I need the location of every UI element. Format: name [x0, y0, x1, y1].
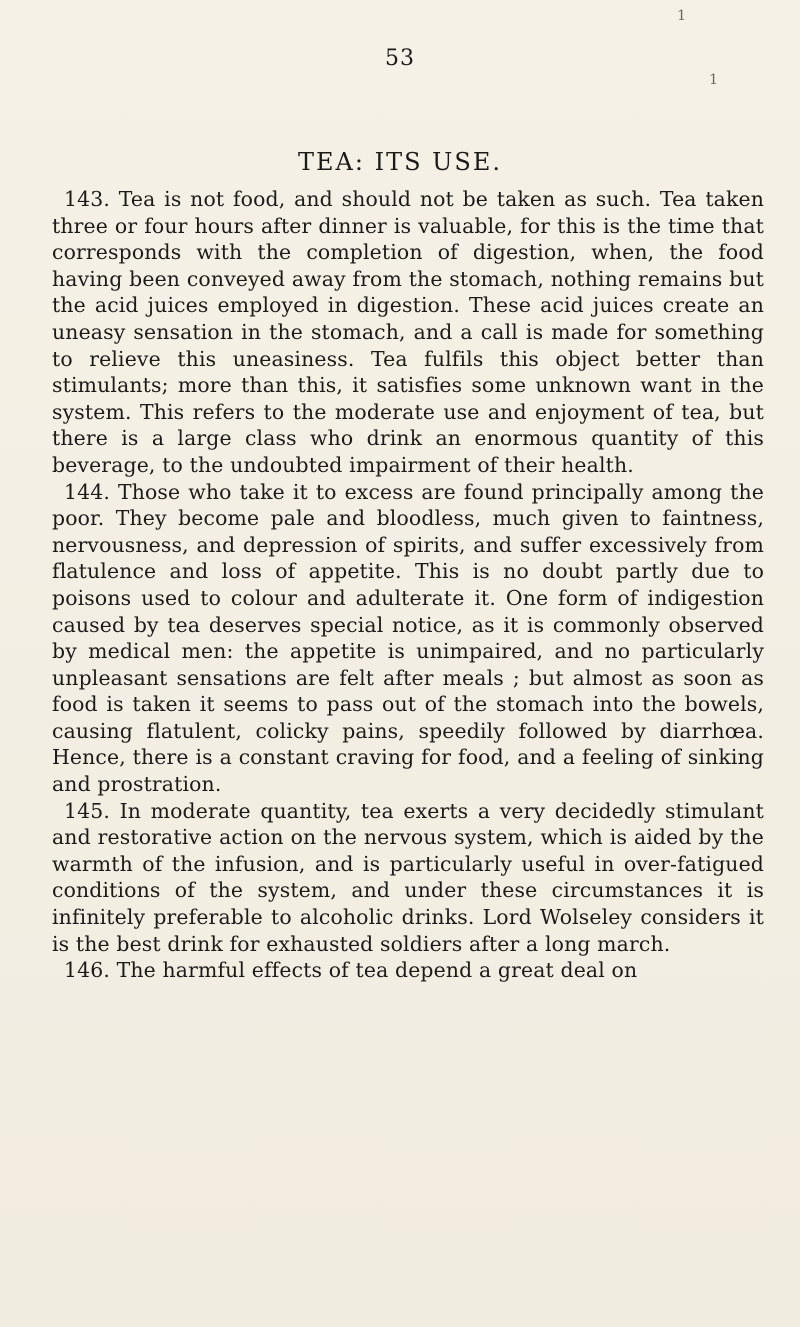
paragraph-144: 144. Those who take it to excess are found principally among the poor. They become pale and bloodless, much given to faintness, nervousness, and depression of spirits, and suffer excessively from flatulence and loss of appetite. This is no doubt partly due to poisons used to colour and adulterate it. One form of indigestion caused by tea deserves special notice, as it is commonly observed by medical men: the appetite is unimpaired, and no particularly unpleasant sensations are felt after meals ; but almost as soon as food is taken it seems to pass out of the stomach into the bowels, causing flatulent, colicky pains, speedily followed by diarrhœa. Hence, there is a constant craving for food, and a feeling of sinking and prostration. [52, 479, 764, 797]
paragraph-143: 143. Tea is not food, and should not be taken as such. Tea taken three or four hours after dinner is valuable, for this is the time that corresponds with the completion of digestion, when, the food having been conveyed away from the stomach, nothing remains but the acid juices employed in digestion. These acid juices create an uneasy sensation in the stomach, and a call is made for something to relieve this uneasiness. Tea fulfils this object better than stimulants; more than this, it satisfies some unknown want in the system. This refers to the moderate use and enjoyment of tea, but there is a large class who drink an enormous quantity of this beverage, to the undoubted impairment of their health. [52, 187, 764, 477]
corner-mark-top: 1 [677, 8, 686, 24]
page-number: 53 [385, 46, 415, 71]
body-text [52, 186, 764, 984]
chapter-title: TEA: ITS USE. [298, 148, 502, 176]
corner-mark-right: 1 [709, 72, 718, 88]
paragraph-146: 146. The harmful effects of tea depend a great deal on [64, 958, 638, 983]
paragraph-145: 145. In moderate quantity, tea exerts a very decidedly stimulant and restorative action on the nervous system, which is aided by the warmth of the infusion, and is particularly useful in over-fatigued conditions of the system, and under these circumstances it is infinitely preferable to alcoholic drinks. Lord Wolseley considers it is the best drink for exhausted soldiers after a long march. [52, 798, 764, 956]
